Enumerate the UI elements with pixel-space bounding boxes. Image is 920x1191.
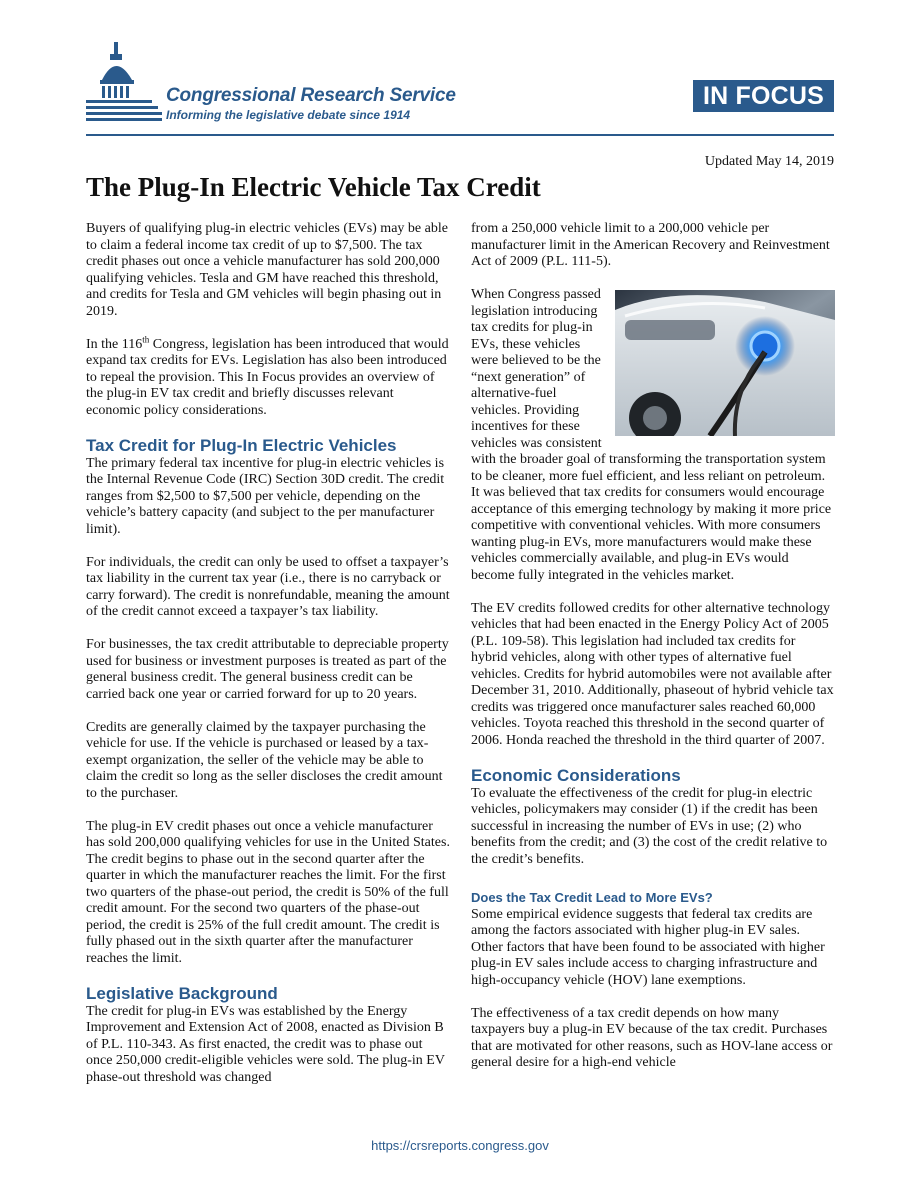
in-focus-badge: IN FOCUS bbox=[693, 80, 834, 112]
paragraph-text: In the 116 bbox=[86, 336, 143, 352]
paragraph: To evaluate the effectiveness of the credit for plug-in electric vehicles, policymakers may consider (1) if the credit has been successful in increasing the number of EVs in use; (2) who benefits from the credit; and (3) the cost of the credit relative to the credit’s benefits. bbox=[471, 785, 828, 867]
paragraph: Buyers of qualifying plug-in electric vehicles (EVs) may be able to claim a federal income tax credit of up to $7,500. The tax credit phases out once a vehicle manufacturer has sold 200,000 qualifying vehicles. Tesla and GM have reached this threshold, and credits for Tesla and GM vehicles will begin phasing out in 2019. bbox=[86, 221, 448, 319]
paragraph: Some empirical evidence suggests that federal tax credits are among the factors associated with higher plug-in EV sales. Other factors that have been found to be associated with higher plug-in EV sales include access to charging infrastructure and high-occupancy vehicle (HOV) lane exemptions. bbox=[471, 906, 825, 988]
ordinal-suffix: th bbox=[142, 333, 150, 344]
right-column bbox=[471, 221, 835, 1072]
paragraph: The plug-in EV credit phases out once a vehicle manufacturer has sold 200,000 qualifying vehicles for use in the United States. The credit begins to phase out in the second quarter after the quarter in which the manufacturer reaches the limit. For the first two quarters of the phase-out period, the credit is 50% of the full credit amount. For the second two quarters of the phase-out period, the credit is 25% of the full credit amount. The credit is fully phased out in the sixth quarter after the manufacturer reaches the limit. bbox=[86, 818, 450, 966]
capitol-dome-logo bbox=[86, 40, 166, 130]
footer bbox=[0, 1138, 920, 1153]
paragraph: The EV credits followed credits for other alternative technology vehicles that had been enacted in the Energy Policy Act of 2005 (P.L. 109-58). This legislation had included tax credits for hybrid vehicles, along with other types of alternative fuel vehicles. Credits for hybrid automobiles were not available after December 31, 2010. Additionally, phaseout of hybrid vehicle tax credits was triggered once manufacturer sales reached 60,000 vehicles. Toyota reached this threshold in the second quarter of 2006. Honda reached the threshold in the third quarter of 2007. bbox=[471, 600, 834, 748]
brand bbox=[166, 85, 506, 122]
subsection-heading-more-evs: Does the Tax Credit Lead to More EVs? bbox=[471, 889, 713, 905]
crs-reports-link[interactable]: https://crsreports.congress.gov bbox=[371, 1138, 549, 1153]
ev-charging-photo bbox=[615, 290, 835, 436]
paragraph: The primary federal tax incentive for plug-in electric vehicles is the Internal Revenue Code (IRC) Section 30D credit. The credit ranges from $2,500 to $7,500 per vehicle, depending on the vehicle’s battery capacity (and subject to the per manufacturer limit). bbox=[86, 455, 445, 537]
paragraph: The credit for plug-in EVs was established by the Energy Improvement and Extension Act of 2008, enacted as Division B of P.L. 110-343. As first enacted, the credit was to phase out once 250,000 credit-eligible vehicles were sold. The plug-in EV phase-out threshold was changed bbox=[86, 1003, 445, 1085]
header-divider bbox=[86, 134, 834, 136]
section-heading-tax-credit: Tax Credit for Plug-In Electric Vehicles bbox=[86, 435, 397, 455]
left-column bbox=[86, 221, 450, 1086]
paragraph: For businesses, the tax credit attributable to depreciable property used for business or investment purposes is treated as part of the general business credit. The general business credit can be carried back one year or carried forward for up to 20 years. bbox=[86, 637, 449, 702]
paragraph: For individuals, the credit can only be used to offset a taxpayer’s tax liability in the current tax year (i.e., there is no carryback or carry forward). The credit is nonrefundable, meaning the amount of the credit cannot exceed a taxpayer’s tax liability. bbox=[86, 554, 450, 619]
section-heading-legislative: Legislative Background bbox=[86, 983, 278, 1003]
paragraph: The effectiveness of a tax credit depends on how many taxpayers buy a plug-in EV because of the tax credit. Purchases that are motivated for other reasons, such as HOV-lane access or general desire for a high-end vehicle bbox=[471, 1005, 833, 1070]
paragraph: When Congress passed legislation introducing tax credits for plug-in EVs, these vehicles were believed to be the “next generation” of alternative-fuel vehicles. Providing incentives for these vehicles was consistent with the broader goal of transforming the transportation system to be cleaner, more fuel efficient, and less reliant on petroleum. It was believed that tax credits for consumers would encourage acceptance of this emerging technology by making it more price competitive with conventional vehicles. With more consumers wanting plug-in EVs, more manufacturers would make these vehicles commercially available, and plug-in EVs would become fully integrated in the vehicles market. bbox=[471, 287, 832, 583]
paragraph: Credits are generally claimed by the taxpayer purchasing the vehicle for use. If the vehicle is purchased or leased by a tax-exempt organization, the seller of the vehicle may be able to claim the credit so long as the seller discloses the credit amount to the purchaser. bbox=[86, 719, 443, 801]
paragraph bbox=[86, 333, 450, 420]
brand-name: Congressional Research Service bbox=[166, 85, 456, 106]
page-title: The Plug-In Electric Vehicle Tax Credit bbox=[86, 172, 541, 202]
paragraph-text: Congress, legislation has been introduced that would expand tax credits for EVs. Legislation has also been introduced to repeal the provision. This In Focus provides an overview of the plug-in EV tax credit and briefly discusses relevant economic policy considerations. bbox=[86, 336, 449, 418]
section-heading-economic: Economic Considerations bbox=[471, 765, 681, 785]
brand-tagline: Informing the legislative debate since 1914 bbox=[166, 108, 411, 122]
header bbox=[86, 40, 834, 136]
updated-date: Updated May 14, 2019 bbox=[704, 154, 834, 169]
paragraph: from a 250,000 vehicle limit to a 200,000 vehicle per manufacturer limit in the American Recovery and Reinvestment Act of 2009 (P.L. 111-5). bbox=[471, 221, 830, 269]
